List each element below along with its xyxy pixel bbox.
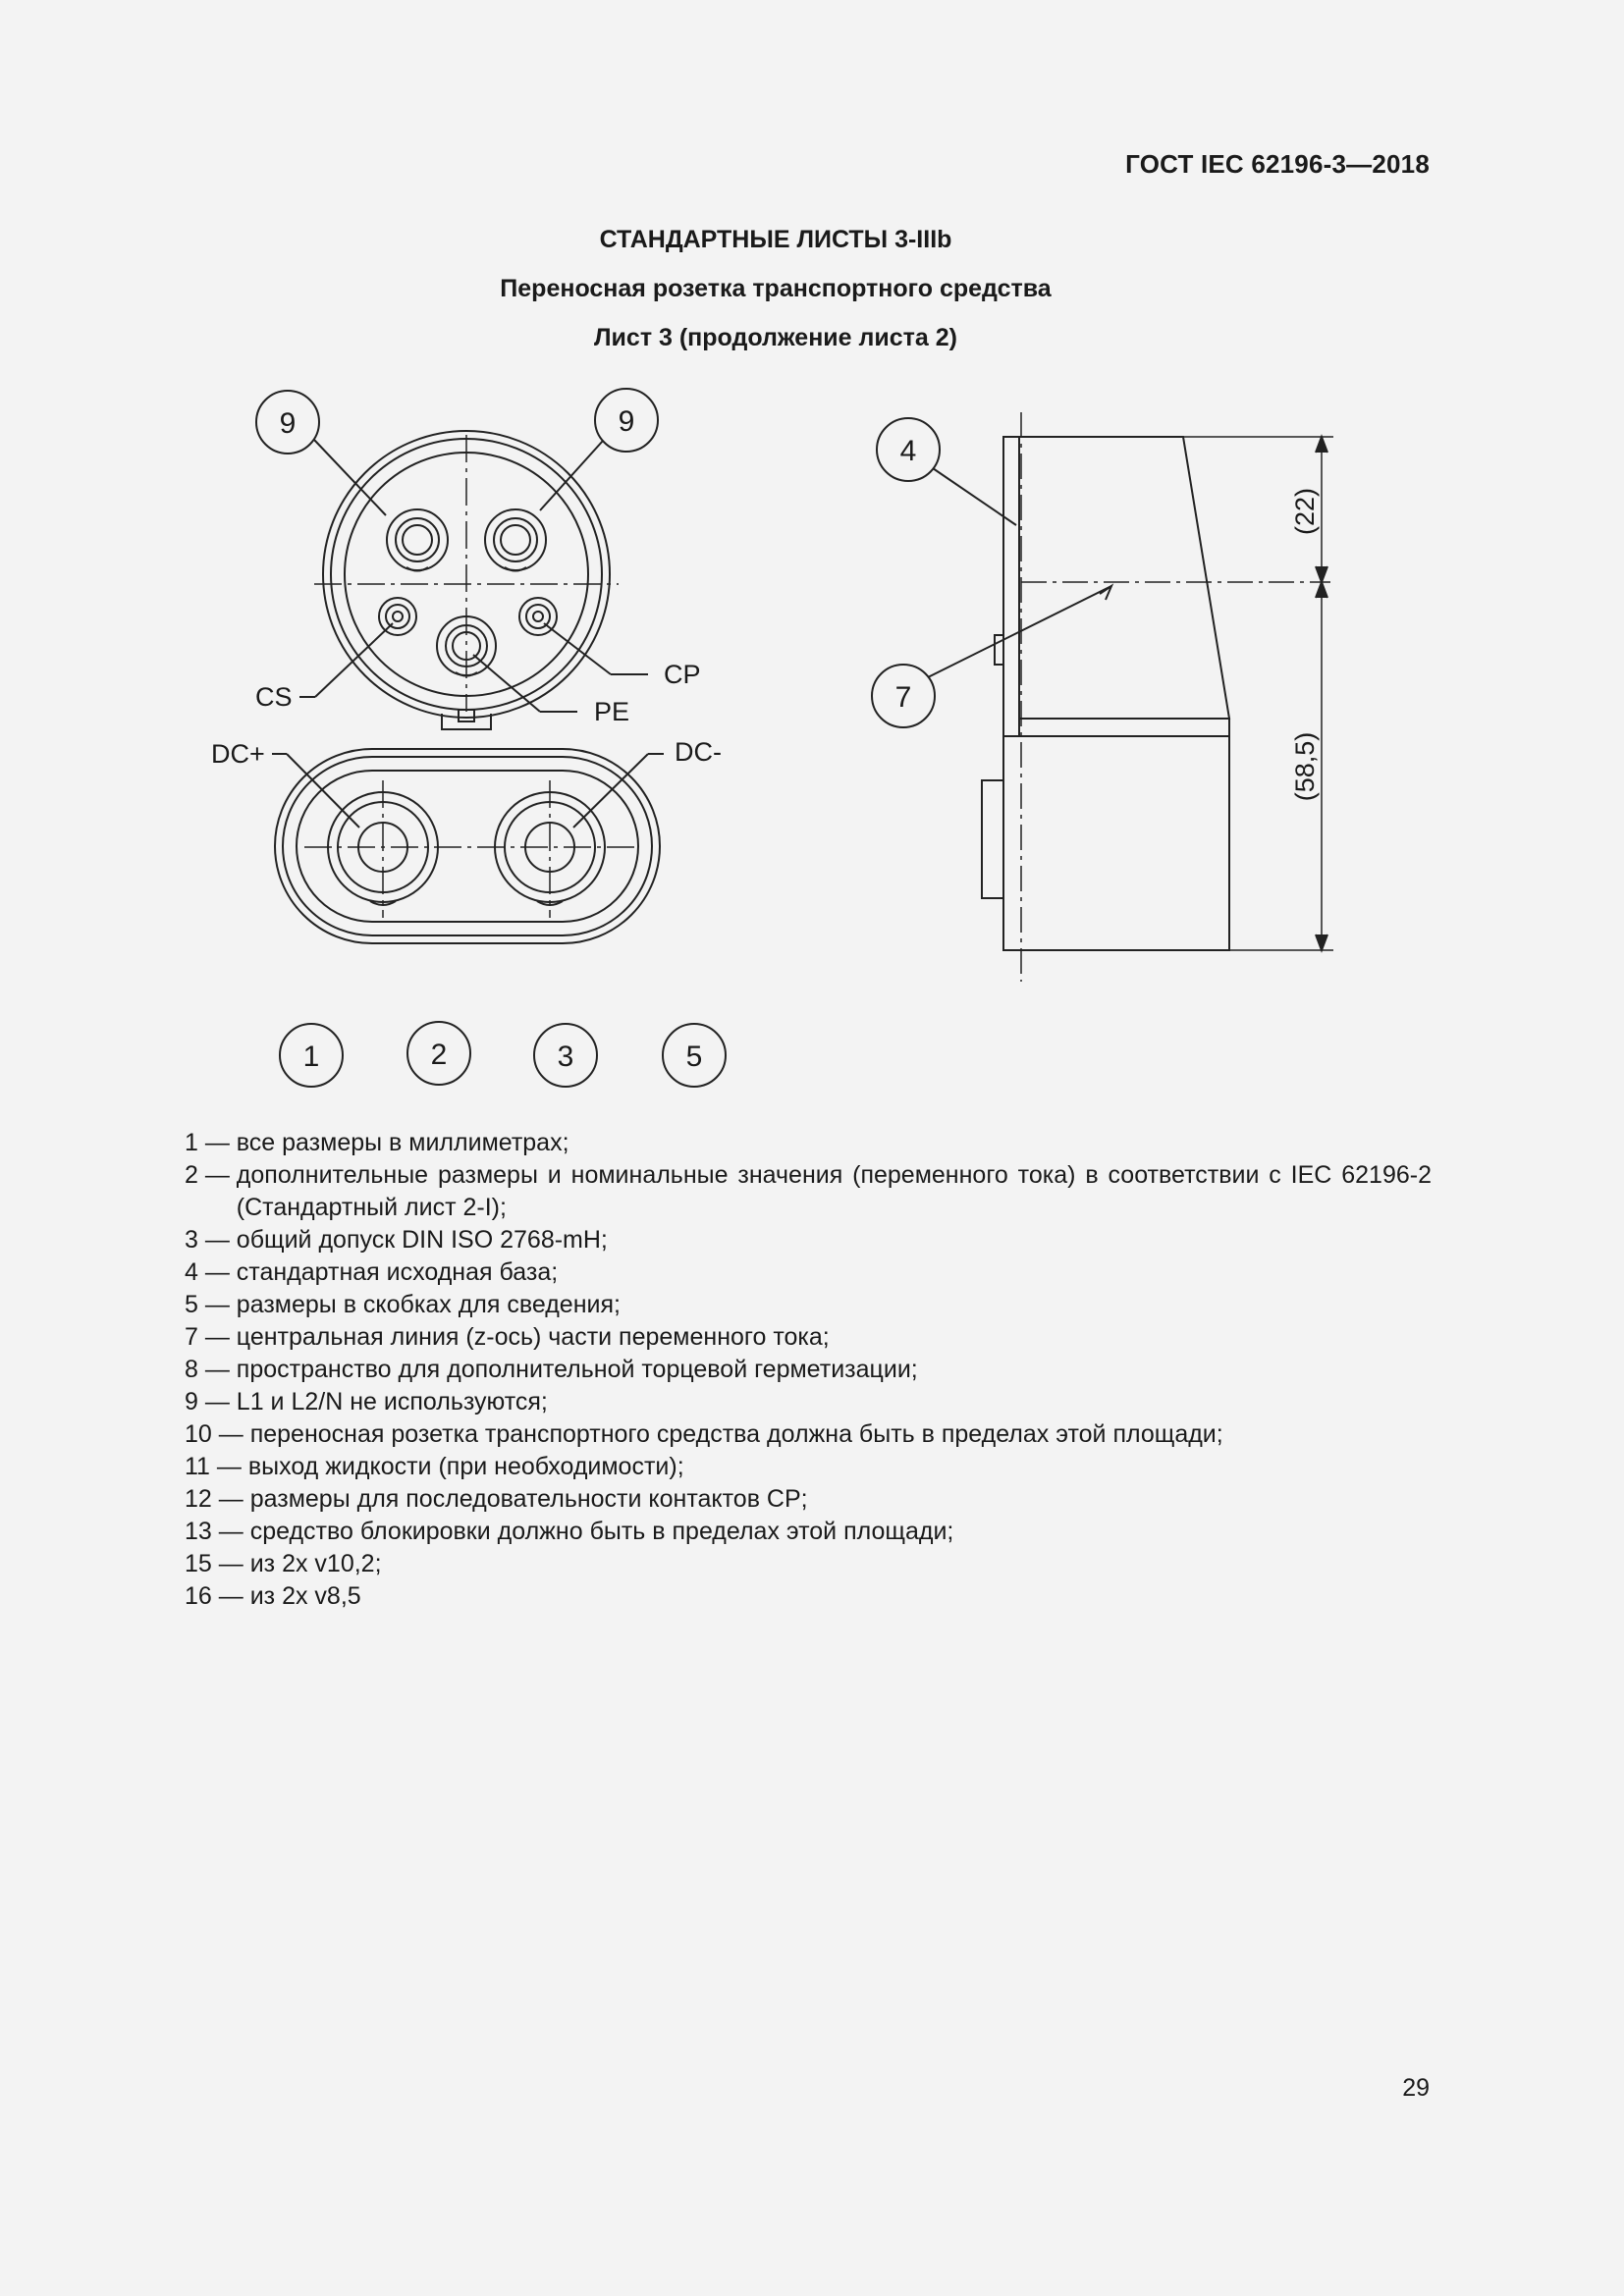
legend-item (185, 1548, 1432, 1580)
legend-text: из 2x v8,5 (249, 1582, 361, 1610)
legend-number: 9 — (185, 1388, 237, 1415)
legend-text: пространство для дополнительной торцевой герметизации; (236, 1356, 918, 1383)
legend-item (185, 1127, 1432, 1159)
technical-drawing (177, 378, 1355, 1104)
legend-item (185, 1418, 1432, 1451)
callout-5: 5 (685, 1041, 703, 1073)
label-cs: CS (255, 682, 293, 712)
page-number: 29 (1402, 2074, 1430, 2102)
callout-9-right: 9 (618, 405, 635, 438)
legend-list (185, 1127, 1432, 1613)
title-main: СТАНДАРТНЫЕ ЛИСТЫ 3-IIIb (599, 226, 952, 253)
legend-number: 10 — (185, 1420, 250, 1448)
dc-socket-face (275, 749, 660, 943)
dimension-22: (22) (1290, 487, 1320, 536)
legend-text: размеры в скобках для сведения; (236, 1291, 621, 1318)
legend-number: 5 — (185, 1291, 237, 1318)
cs-pin (379, 598, 416, 635)
legend-text: L1 и L2/N не используются; (236, 1388, 548, 1415)
legend-number: 7 — (185, 1323, 237, 1351)
legend-text: все размеры в миллиметрах; (236, 1129, 569, 1156)
legend-text: средство блокировки должно быть в пределах этой площади; (249, 1518, 954, 1545)
legend-number: 13 — (185, 1518, 250, 1545)
legend-text: общий допуск DIN ISO 2768-mH; (236, 1226, 608, 1254)
title-subtitle: Переносная розетка транспортного средства (500, 275, 1052, 302)
legend-item (185, 1516, 1432, 1548)
label-dc-plus: DC+ (211, 739, 265, 769)
legend-number: 8 — (185, 1356, 237, 1383)
legend-item (185, 1386, 1432, 1418)
legend-number: 11 — (185, 1453, 248, 1480)
legend-item (185, 1354, 1432, 1386)
legend-number: 3 — (185, 1226, 237, 1254)
legend-text: из 2x v10,2; (249, 1550, 382, 1577)
label-dc-minus: DC- (675, 737, 722, 767)
legend-number: 15 — (185, 1550, 250, 1577)
legend-item (185, 1289, 1432, 1321)
legend-text: переносная розетка транспортного средства должна быть в пределах этой площади; (249, 1420, 1223, 1448)
callout-2: 2 (430, 1039, 448, 1071)
ac-socket-face (314, 431, 619, 729)
legend-text: центральная линия (z-ось) части переменного тока; (236, 1323, 830, 1351)
legend-text: стандартная исходная база; (236, 1258, 559, 1286)
legend-item (185, 1256, 1432, 1289)
legend-item (185, 1483, 1432, 1516)
label-pe: PE (594, 697, 630, 726)
side-view (982, 412, 1333, 982)
legend-number: 2 — (185, 1161, 237, 1189)
legend-item (185, 1451, 1432, 1483)
legend-number: 16 — (185, 1582, 250, 1610)
legend-text: выход жидкости (при необходимости); (247, 1453, 684, 1480)
legend-number: 12 — (185, 1485, 250, 1513)
legend-text: дополнительные размеры и номинальные значения (переменного тока) в соответствии с IEC 62196-2 (Стандартный лист 2-I); (236, 1161, 1432, 1221)
legend-item (185, 1224, 1432, 1256)
callout-1: 1 (302, 1041, 320, 1073)
legend-item (185, 1580, 1432, 1613)
label-cp: CP (664, 660, 701, 689)
legend-item (185, 1321, 1432, 1354)
doc-code: ГОСТ IEC 62196-3—2018 (1125, 149, 1430, 179)
l1-pin (387, 509, 448, 571)
callout-3: 3 (557, 1041, 574, 1073)
dimension-58-5: (58,5) (1290, 731, 1320, 802)
legend-number: 4 — (185, 1258, 237, 1286)
title-sheet: Лист 3 (продолжение листа 2) (594, 324, 957, 351)
callout-4: 4 (899, 435, 917, 467)
legend-text: размеры для последовательности контактов CP; (249, 1485, 808, 1513)
callout-7: 7 (894, 681, 912, 714)
legend-number: 1 — (185, 1129, 237, 1156)
l2-pin (485, 509, 546, 571)
legend-item (185, 1159, 1432, 1224)
callout-9-left: 9 (279, 407, 297, 440)
